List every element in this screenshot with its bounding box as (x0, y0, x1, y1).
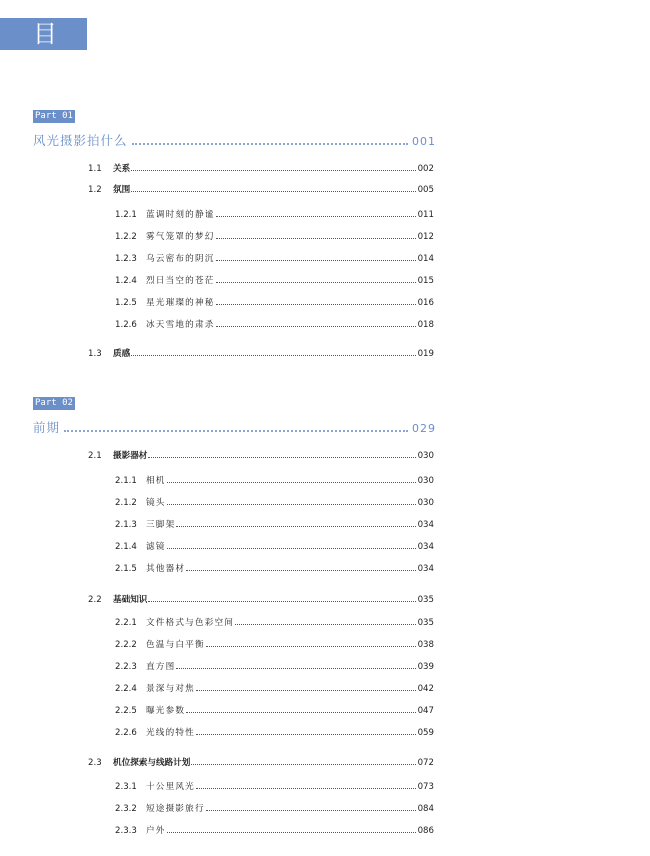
part-page: 029 (412, 422, 436, 435)
leader-dots (167, 482, 416, 483)
part-title: 风光摄影拍什么 (33, 133, 128, 148)
toc-entry[interactable] (88, 449, 434, 461)
part-label: Part 01 (35, 111, 73, 121)
leader-dots (131, 170, 415, 171)
toc-subentry[interactable] (115, 208, 434, 220)
toc-entry[interactable] (88, 347, 434, 359)
entry-number: 2.3.2 (115, 804, 137, 814)
entry-number: 1.2.1 (115, 210, 137, 220)
leader-dots (186, 570, 415, 571)
entry-number: 2.2.5 (115, 706, 137, 716)
entry-title: 机位探索与线路计划 (113, 758, 191, 768)
entry-page: 059 (417, 728, 434, 738)
toc-entry[interactable] (88, 162, 434, 174)
leader-dots (216, 260, 416, 261)
entry-title: 曝光参数 (146, 706, 186, 716)
leader-dots (186, 712, 415, 713)
entry-title: 其他器材 (146, 564, 186, 574)
entry-page: 038 (417, 640, 434, 650)
entry-title: 乌云密布的阴沉 (146, 254, 215, 264)
entry-title: 直方图 (146, 662, 176, 672)
entry-number: 1.1 (88, 164, 102, 174)
entry-number: 2.1.5 (115, 564, 137, 574)
toc-subentry[interactable] (115, 540, 434, 552)
leader-dots (64, 430, 408, 432)
entry-page: 034 (417, 564, 434, 574)
toc-subentry[interactable] (115, 474, 434, 486)
entry-number: 1.2.4 (115, 276, 137, 286)
leader-dots (216, 304, 416, 305)
leader-dots (206, 646, 416, 647)
entry-number: 2.1.2 (115, 498, 137, 508)
toc-subentry[interactable] (115, 296, 434, 308)
entry-page: 019 (417, 349, 434, 359)
leader-dots (235, 624, 415, 625)
toc-subentry[interactable] (115, 824, 434, 836)
entry-title: 户外 (146, 826, 166, 836)
entry-title: 相机 (146, 476, 166, 486)
entry-title: 氛围 (113, 185, 131, 195)
entry-number: 2.1.4 (115, 542, 137, 552)
entry-number: 1.3 (88, 349, 102, 359)
entry-title: 星光璀璨的神秘 (146, 298, 215, 308)
toc-subentry[interactable] (115, 230, 434, 242)
entry-page: 039 (417, 662, 434, 672)
entry-title: 基础知识 (113, 595, 148, 605)
toc-subentry[interactable] (115, 704, 434, 716)
entry-number: 1.2.6 (115, 320, 137, 330)
entry-title: 色温与白平衡 (146, 640, 205, 650)
entry-number: 2.2.6 (115, 728, 137, 738)
toc-subentry[interactable] (115, 496, 434, 508)
entry-number: 2.2.4 (115, 684, 137, 694)
entry-number: 2.1.3 (115, 520, 137, 530)
entry-number: 2.2 (88, 595, 102, 605)
entry-page: 084 (417, 804, 434, 814)
entry-page: 015 (417, 276, 434, 286)
entry-title: 关系 (113, 164, 131, 174)
leader-dots (131, 191, 415, 192)
leader-dots (131, 355, 415, 356)
entry-page: 005 (417, 185, 434, 195)
entry-page: 030 (417, 476, 434, 486)
entry-page: 034 (417, 520, 434, 530)
leader-dots (167, 548, 416, 549)
toc-subentry[interactable] (115, 562, 434, 574)
entry-number: 2.2.3 (115, 662, 137, 672)
toc-entry[interactable] (88, 593, 434, 605)
entry-number: 2.3.3 (115, 826, 137, 836)
leader-dots (176, 668, 415, 669)
entry-number: 2.1.1 (115, 476, 137, 486)
leader-dots (216, 282, 416, 283)
entry-page: 073 (417, 782, 434, 792)
entry-page: 072 (417, 758, 434, 768)
leader-dots (167, 832, 416, 833)
entry-number: 2.1 (88, 451, 102, 461)
part-label: Part 02 (35, 398, 73, 408)
part-page: 001 (412, 135, 436, 148)
leader-dots (132, 143, 408, 145)
entry-page: 016 (417, 298, 434, 308)
toc-heading: 目 录 (0, 18, 87, 50)
entry-number: 2.2.1 (115, 618, 137, 628)
entry-page: 086 (417, 826, 434, 836)
toc-subentry[interactable] (115, 638, 434, 650)
toc-entry[interactable] (88, 756, 434, 768)
toc-subentry[interactable] (115, 682, 434, 694)
part-title: 前期 (33, 420, 61, 435)
entry-title: 文件格式与色彩空间 (146, 618, 235, 628)
part-title-link[interactable] (33, 131, 436, 149)
entry-page: 011 (417, 210, 434, 220)
toc-subentry[interactable] (115, 616, 434, 628)
entry-title: 短途摄影旅行 (146, 804, 205, 814)
entry-page: 034 (417, 542, 434, 552)
entry-page: 035 (417, 618, 434, 628)
toc-subentry[interactable] (115, 802, 434, 814)
entry-page: 030 (417, 498, 434, 508)
toc-subentry[interactable] (115, 518, 434, 530)
entry-page: 047 (417, 706, 434, 716)
leader-dots (196, 690, 416, 691)
entry-number: 2.2.2 (115, 640, 137, 650)
entry-title: 雾气笼罩的梦幻 (146, 232, 215, 242)
leader-dots (206, 810, 416, 811)
entry-title: 冰天雪地的肃杀 (146, 320, 215, 330)
entry-number: 1.2.2 (115, 232, 137, 242)
leader-dots (176, 526, 415, 527)
toc-subentry[interactable] (115, 318, 434, 330)
leader-dots (216, 326, 416, 327)
leader-dots (196, 734, 416, 735)
entry-title: 光线的特性 (146, 728, 195, 738)
entry-number: 1.2.3 (115, 254, 137, 264)
entry-title: 景深与对焦 (146, 684, 195, 694)
part-title-link[interactable] (33, 418, 436, 436)
leader-dots (148, 601, 415, 602)
entry-number: 1.2 (88, 185, 102, 195)
leader-dots (148, 457, 415, 458)
entry-number: 2.3.1 (115, 782, 137, 792)
entry-page: 035 (417, 595, 434, 605)
toc-entry[interactable] (88, 183, 434, 195)
leader-dots (191, 764, 415, 765)
entry-title: 镜头 (146, 498, 166, 508)
entry-title: 烈日当空的苍茫 (146, 276, 215, 286)
entry-page: 012 (417, 232, 434, 242)
entry-page: 014 (417, 254, 434, 264)
toc-subentry[interactable] (115, 252, 434, 264)
toc-subentry[interactable] (115, 274, 434, 286)
entry-page: 030 (417, 451, 434, 461)
toc-subentry[interactable] (115, 780, 434, 792)
entry-page: 018 (417, 320, 434, 330)
entry-title: 蓝调时刻的静谧 (146, 210, 215, 220)
entry-title: 滤镜 (146, 542, 166, 552)
entry-title: 三脚架 (146, 520, 176, 530)
entry-number: 2.3 (88, 758, 102, 768)
leader-dots (196, 788, 416, 789)
toc-subentry[interactable] (115, 660, 434, 672)
leader-dots (216, 216, 416, 217)
entry-title: 十公里风光 (146, 782, 195, 792)
toc-subentry[interactable] (115, 726, 434, 738)
entry-page: 002 (417, 164, 434, 174)
entry-page: 042 (417, 684, 434, 694)
leader-dots (216, 238, 416, 239)
entry-number: 1.2.5 (115, 298, 137, 308)
leader-dots (167, 504, 416, 505)
entry-title: 摄影器材 (113, 451, 148, 461)
entry-title: 质感 (113, 349, 131, 359)
